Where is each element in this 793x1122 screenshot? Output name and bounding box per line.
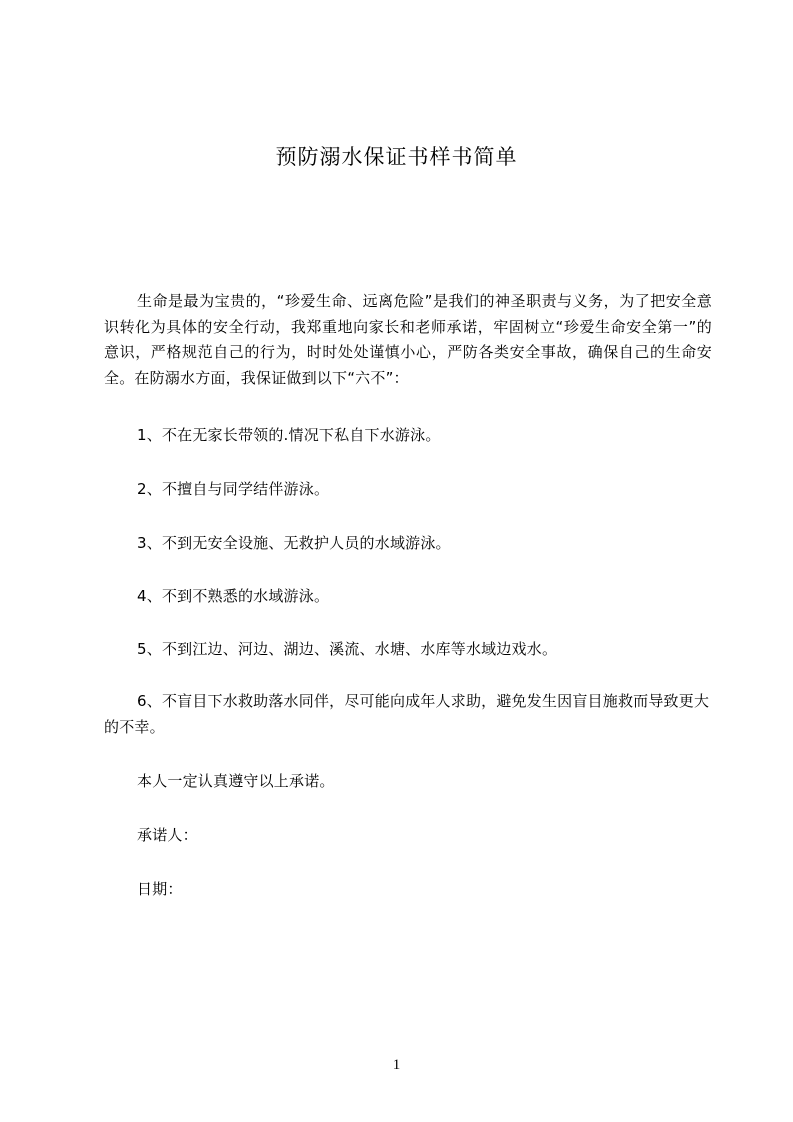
- rule-item-2: 2、不擅自与同学结伴游泳。: [137, 480, 330, 498]
- intro-paragraph: 生命是最为宝贵的，“珍爱生命、远离危险”是我们的神圣职责与义务，为了把安全意识转化为具体的安全行动，我郑重地向家长和老师承诺，牢固树立“珍爱生命安全第一”的意识，严格规范自己的行为，时时处处谨慎小心，严防各类安全事故，确保自己的生命安全。在防溺水方面，我保证做到以下“六不”：: [104, 292, 712, 387]
- rule-item-1: 1、不在无家长带领的.情况下私自下水游泳。: [137, 426, 441, 444]
- rule-item-5: 5、不到江边、河边、湖边、溪流、水塘、水库等水域边戏水。: [137, 640, 558, 658]
- signer-label: 承诺人：: [137, 826, 198, 844]
- page-number: 1: [392, 1057, 401, 1073]
- rule-item-6: 6、不盲目下水救助落水同伴，尽可能向成年人求助，避免发生因盲目施救而导致更大的不幸。: [104, 692, 710, 736]
- commitment-statement: 本人一定认真遵守以上承诺。: [137, 772, 335, 790]
- rule-item-3: 3、不到无安全设施、无救护人员的水域游泳。: [137, 534, 451, 552]
- rule-item-4: 4、不到不熟悉的水域游泳。: [137, 587, 330, 605]
- document-title: 预防溺水保证书样书简单: [275, 145, 518, 169]
- date-label: 日期：: [137, 880, 183, 898]
